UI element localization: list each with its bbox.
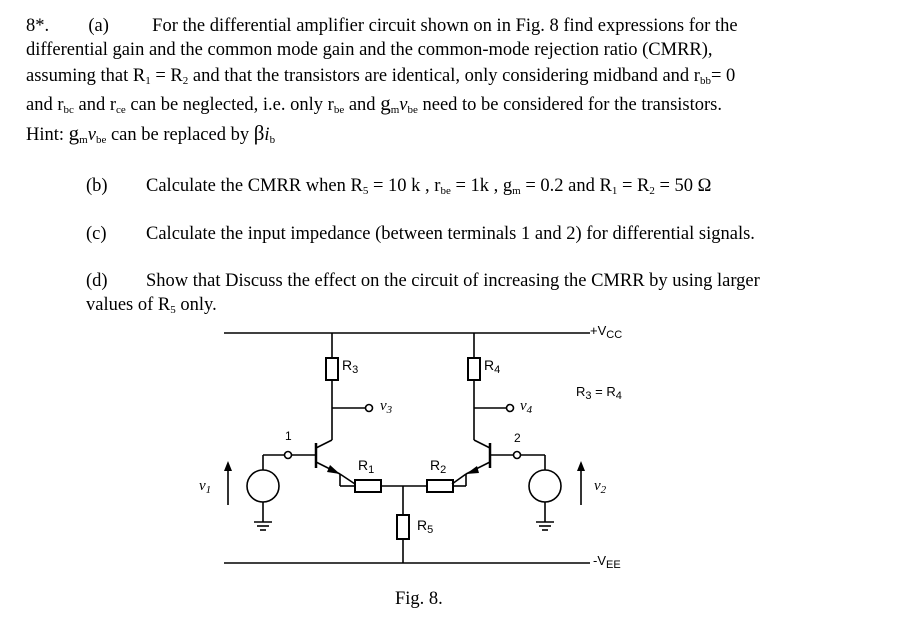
r5-label: $R_5$ <box>417 517 434 536</box>
r3-equals-r4-label: $R_3 = R_4$ <box>576 384 622 402</box>
part-b: (b) Calculate the CMRR when $R_5 = 10$ k , $r_{be} = 1k$ , $g_m = 0.2$ and $R_1 = R_2 = 50$ Ω <box>86 176 712 197</box>
r1-resistor <box>355 480 381 492</box>
vcc-label: $+V_{CC}$ <box>590 323 623 341</box>
q1-collector <box>316 440 332 448</box>
r3-label: $R_3$ <box>342 357 359 376</box>
r2-resistor <box>427 480 453 492</box>
v2-arrow-head <box>577 461 585 471</box>
figure-caption: Fig. 8. <box>395 589 443 609</box>
v4-terminal <box>507 405 514 412</box>
terminal-2-label: 2 <box>514 431 521 445</box>
hint-line: Hint: $g_mv_{be}$ can be replaced by $\beta i_b$ <box>26 121 276 146</box>
q1-emitter-arrow <box>327 465 340 474</box>
part-a-line-2: differential gain and the common mode gain and the common-mode rejection ratio (CMRR), <box>26 40 713 60</box>
part-c-label: (c) <box>86 224 107 244</box>
r4-resistor <box>468 358 480 380</box>
part-d: (d) Show that Discuss the effect on the circuit of increasing the CMRR by using larger <box>86 271 760 291</box>
part-a-label: (a) <box>88 16 109 36</box>
v1-label: $v_1$ <box>199 478 212 496</box>
terminal-1-label: 1 <box>285 429 292 443</box>
v3-label: $v_3$ <box>380 398 393 416</box>
v2-source <box>529 470 561 502</box>
v2-label: $v_2$ <box>594 478 607 496</box>
v1-source <box>247 470 279 502</box>
r5-resistor <box>397 515 409 539</box>
v1-arrow-head <box>224 461 232 471</box>
part-d-label: (d) <box>86 271 108 291</box>
r4-label: $R_4$ <box>484 357 501 376</box>
problem-number: 8*. <box>26 16 50 36</box>
part-a-line-4: and $r_{bc}$ and $r_{ce}$ can be neglected, i.e. only $r_{be}$ and $g_mv_{be}$ need to be considered for the transistors. <box>26 91 722 116</box>
q2-emitter-arrow <box>466 466 479 474</box>
v4-label: $v_4$ <box>520 398 533 416</box>
r2-label: $R_2$ <box>430 457 447 476</box>
terminal-2 <box>514 452 521 459</box>
part-d-line-2: values of $R_5$ only. <box>86 295 217 316</box>
r1-label: $R_1$ <box>358 457 375 476</box>
terminal-1 <box>285 452 292 459</box>
q2-emitter-wire <box>452 474 466 484</box>
part-c: (c) Calculate the input impedance (between terminals 1 and 2) for differential signals. <box>86 224 755 244</box>
part-b-label: (b) <box>86 176 108 196</box>
v3-terminal <box>366 405 373 412</box>
r3-resistor <box>326 358 338 380</box>
vee-label: $-V_{EE}$ <box>593 553 621 571</box>
q2-collector <box>474 440 490 448</box>
part-a-line-1: 8*. (a) For the differential amplifier circuit shown on in Fig. 8 find expressions for the <box>26 16 738 36</box>
part-a-line-3: assuming that $R_1 = R_2$ and that the transistors are identical, only considering midband and $r_{bb}= 0$ <box>26 66 736 87</box>
q1-emitter-wire <box>340 474 355 484</box>
